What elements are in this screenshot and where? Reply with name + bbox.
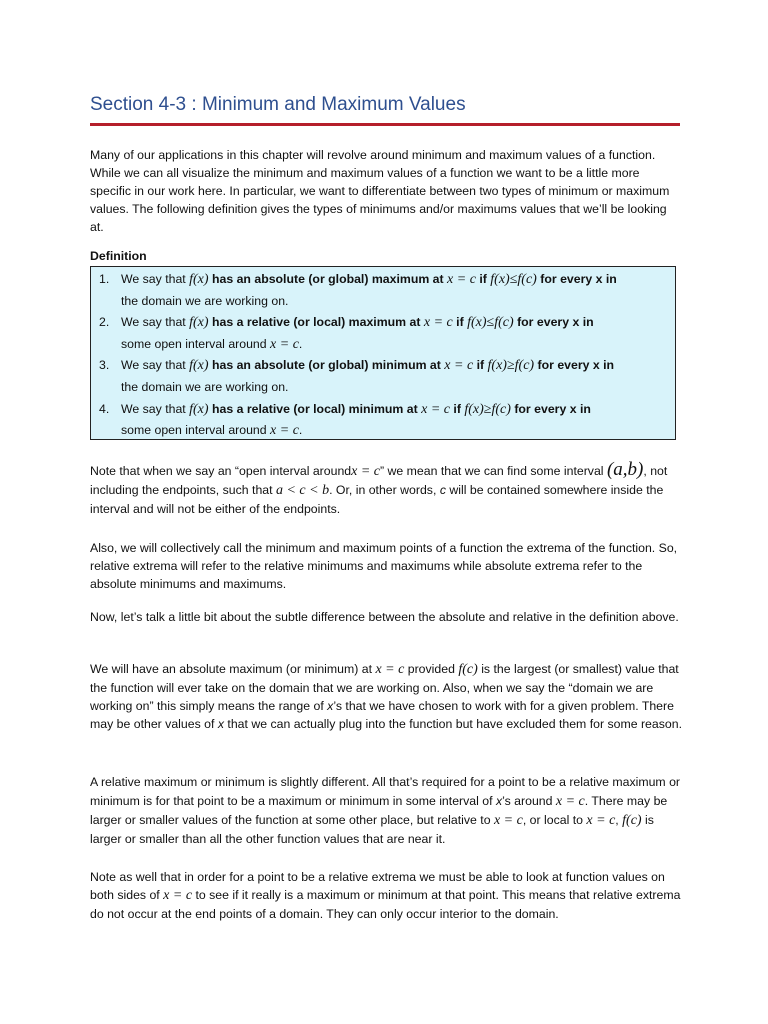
- math-fx: f(x): [189, 272, 209, 287]
- math-acb: a < c < b: [275, 483, 330, 498]
- absolute-paragraph: We will have an absolute maximum (or minimum) at x = c provided f(c) is the largest (or smallest) value that the function will ever take on the domain that we are working on. Also, when we say the “domain we are working on” this simply means the range of x’s that we have chosen to work with for a given problem. There may be other values of x that we can actually plug into the function but have excluded them for some reason.: [90, 662, 682, 731]
- interval-paragraph: Note that when we say an “open interval aroundx = c” we mean that we can find some interval (a,b), not including the endpoints, such that a < c < b. Or, in other words, c will be contained somewhere inside the interval and will not be either of the endpoints.: [90, 459, 668, 516]
- definition-item-1: 1. We say that f(x) has an absolute (or global) maximum at x = c if f(x)≤f(c) for every x in the domain we are working on.: [99, 272, 617, 308]
- definition-item-4: 4. We say that f(x) has a relative (or local) minimum at x = c if f(x)≥f(c) for every x in some open interval around x = c.: [99, 401, 591, 439]
- section-title: Section 4-3 : Minimum and Maximum Values: [90, 94, 466, 115]
- definition-box: [90, 266, 676, 440]
- final-paragraph: Note as well that in order for a point to be a relative extrema we must be able to look at function values on both sides of x = c to see if it really is a maximum or minimum at that point. This means that relative extrema do not occur at the end points of a domain. They can only occur interior to the domain.: [90, 870, 681, 921]
- subtle-paragraph: Now, let’s talk a little bit about the subtle difference between the absolute and relative in the definition above.: [90, 610, 679, 624]
- definition-item-2: 2. We say that f(x) has a relative (or local) maximum at x = c if f(x)≤f(c) for every x in some open interval around x = c.: [99, 315, 594, 352]
- relative-paragraph: A relative maximum or minimum is slightly different. All that’s required for a point to be a relative maximum or minimum is for that point to be a maximum or minimum in some interval of x’s around x = c. There may be larger or smaller values of the function at some other place, but relative to x = c, or local to x = c, f(c) is larger or smaller than all the other function values that are near it.: [90, 775, 681, 846]
- math-xc: x = c: [447, 272, 476, 287]
- extrema-paragraph: Also, we will collectively call the minimum and maximum points of a function the extrema of the function. So, relative extrema will refer to the relative minimums and maximums while absolute extrema refer to the absolute minimums and maximums.: [90, 541, 678, 591]
- intro-paragraph: Many of our applications in this chapter will revolve around minimum and maximum values of a function. While we can all visualize the minimum and maximum values of a function we want to be a little more specific in our work here. In particular, we want to differentiate between two types of minimum or maximum values. The following definition gives the types of minimums and/or maximums values that we’ll be looking at.: [90, 148, 670, 234]
- definition-heading: Definition: [90, 249, 147, 263]
- definition-item-3: 3. We say that f(x) has an absolute (or global) minimum at x = c if f(x)≥f(c) for every x in the domain we are working on.: [99, 358, 615, 394]
- math-interval-ab: (a,b): [606, 459, 644, 480]
- title-underline: [90, 123, 680, 126]
